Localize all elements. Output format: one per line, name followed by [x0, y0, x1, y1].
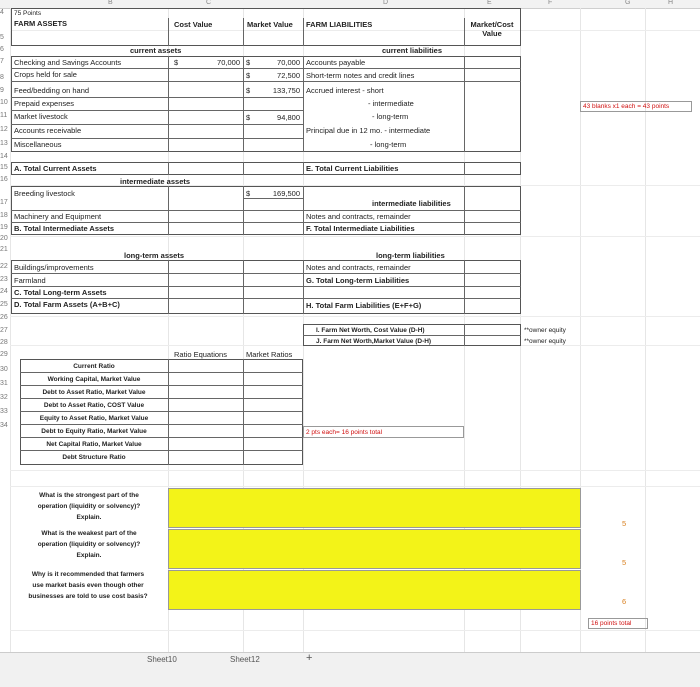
cost-value-header: Cost Value — [174, 20, 213, 29]
current-assets-label: current assets — [130, 46, 182, 55]
market-ratios-header: Market Ratios — [246, 350, 293, 359]
crops-label: Crops held for sale — [14, 70, 77, 79]
notes-longterm-label: Notes and contracts, remainder — [306, 263, 411, 272]
row-number[interactable]: 32 — [0, 394, 8, 401]
question-2-points: 5 — [622, 558, 627, 567]
current-liabilities-label: current liabilities — [382, 46, 443, 55]
row-number[interactable]: 13 — [0, 140, 8, 147]
sheet-tab[interactable]: Sheet12 — [230, 655, 260, 664]
total-longterm-liabilities-label: G. Total Long-term Liabilities — [306, 276, 410, 285]
net-worth-cost-label: I. Farm Net Worth, Cost Value (D-H) — [316, 327, 425, 334]
accounts-payable-label: Accounts payable — [306, 58, 366, 67]
ratio-row-label: Current Ratio — [73, 363, 115, 370]
farmland-label: Farmland — [14, 276, 46, 285]
crops-market-value[interactable]: 72,500 — [277, 71, 300, 80]
accrued-interest-short-label: Accrued interest - short — [306, 86, 384, 95]
row-number[interactable]: 22 — [0, 263, 8, 270]
row-number[interactable]: 12 — [0, 126, 8, 133]
column-letter[interactable]: F — [548, 0, 553, 6]
longterm-liabilities-label: long-term liabilities — [376, 251, 445, 260]
currency-symbol: $ — [246, 86, 251, 95]
row-number[interactable]: 14 — [0, 153, 8, 160]
question-3-line: Why is it recommended that farmers — [31, 571, 145, 578]
row-number[interactable]: 28 — [0, 339, 8, 346]
points-total-note: 16 points total — [591, 620, 632, 627]
machinery-label: Machinery and Equipment — [14, 212, 102, 221]
market-cost-header: Market/Cost Value — [470, 20, 514, 38]
row-number[interactable]: 4 — [0, 9, 4, 16]
livestock-market-value[interactable]: 94,800 — [277, 113, 300, 122]
question-1-points: 5 — [622, 519, 627, 528]
row-number[interactable]: 24 — [0, 288, 8, 295]
ratio-row-label: Debt to Equity Ratio, Market Value — [41, 428, 147, 435]
ratios-points-note: 2 pts each= 16 points total — [306, 429, 383, 436]
question-2-line: What is the weakest part of the — [41, 530, 137, 537]
total-current-liabilities-label: E. Total Current Liabilities — [306, 164, 399, 173]
ratio-row-label: Debt to Asset Ratio, COST Value — [43, 402, 145, 409]
question-1-line: What is the strongest part of the — [39, 492, 139, 499]
row-number[interactable]: 9 — [0, 87, 4, 94]
row-number[interactable]: 21 — [0, 246, 8, 253]
question-3-line: businesses are told to use cost basis? — [28, 593, 148, 600]
currency-symbol: $ — [246, 71, 251, 80]
principal-longterm-label: - long-term — [370, 140, 407, 149]
add-sheet-button[interactable]: + — [306, 652, 313, 664]
column-letter[interactable]: E — [487, 0, 492, 6]
row-number[interactable]: 8 — [0, 74, 4, 81]
feed-label: Feed/bedding on hand — [14, 86, 90, 95]
blanks-points-note: 43 blanks x1 each = 43 points — [583, 103, 670, 110]
question-3-points: 6 — [622, 597, 627, 606]
row-number[interactable]: 27 — [0, 327, 8, 334]
miscellaneous-label: Miscellaneous — [14, 140, 62, 149]
ratio-row-label: Net Capital Ratio, Market Value — [46, 441, 142, 448]
row-number[interactable]: 10 — [0, 99, 8, 106]
row-number[interactable]: 6 — [0, 46, 4, 53]
accrued-intermediate-label: - intermediate — [368, 99, 414, 108]
row-number[interactable]: 19 — [0, 224, 8, 231]
sheet-tab[interactable]: Sheet10 — [147, 655, 177, 664]
question-2-line: operation (liquidity or solvency)? — [37, 541, 141, 548]
row-number[interactable]: 16 — [0, 176, 8, 183]
total-intermediate-assets-label: B. Total Intermediate Assets — [14, 224, 115, 233]
row-number[interactable]: 5 — [0, 34, 4, 41]
intermediate-assets-label: intermediate assets — [120, 177, 191, 186]
sheet-tab-bar — [0, 652, 700, 687]
accounts-receivable-label: Accounts receivable — [14, 126, 82, 135]
currency-symbol: $ — [246, 113, 251, 122]
column-letter[interactable]: D — [383, 0, 389, 6]
buildings-label: Buildings/improvements — [14, 263, 94, 272]
row-number[interactable]: 15 — [0, 164, 8, 171]
row-number[interactable]: 18 — [0, 212, 8, 219]
column-letter[interactable]: H — [668, 0, 674, 6]
answer-2-field[interactable] — [168, 529, 581, 569]
total-longterm-assets-label: C. Total Long-term Assets — [14, 288, 107, 297]
checking-accounts-label: Checking and Savings Accounts — [14, 58, 122, 67]
farm-liabilities-header: FARM LIABILITIES — [306, 20, 373, 29]
row-number[interactable]: 7 — [0, 58, 4, 65]
accrued-longterm-label: - long-term — [372, 112, 409, 121]
currency-symbol: $ — [246, 189, 251, 198]
currency-symbol: $ — [174, 58, 179, 67]
market-value-header: Market Value — [247, 20, 293, 29]
owner-equity-note: **owner equity — [524, 338, 566, 345]
column-letter[interactable]: C — [206, 0, 212, 6]
question-3-line: use market basis even though other — [32, 582, 144, 589]
prepaid-expenses-label: Prepaid expenses — [14, 99, 75, 108]
breeding-livestock-label: Breeding livestock — [14, 189, 75, 198]
feed-market-value[interactable]: 133,750 — [272, 86, 300, 95]
intermediate-liabilities-label: intermediate liabilities — [372, 199, 451, 208]
principal-due-label: Principal due in 12 mo. - intermediate — [306, 126, 431, 135]
owner-equity-note: **owner equity — [524, 327, 566, 334]
net-worth-market-label: J. Farm Net Worth,Market Value (D-H) — [316, 338, 432, 345]
row-number[interactable]: 23 — [0, 276, 8, 283]
ratio-row-label: Debt Structure Ratio — [62, 454, 126, 461]
currency-symbol: $ — [246, 58, 251, 67]
total-current-assets-label: A. Total Current Assets — [14, 164, 97, 173]
row-number[interactable]: 31 — [0, 380, 8, 387]
question-2-line: Explain. — [76, 552, 102, 559]
points-title: 75 Points — [14, 10, 42, 17]
notes-intermediate-label: Notes and contracts, remainder — [306, 212, 411, 221]
ratio-row-label: Working Capital, Market Value — [47, 376, 141, 383]
total-farm-assets-label: D. Total Farm Assets (A+B+C) — [14, 300, 120, 309]
row-number[interactable]: 30 — [0, 366, 8, 373]
short-term-notes-label: Short-term notes and credit lines — [306, 71, 415, 80]
total-farm-liabilities-label: H. Total Farm Liabilities (E+F+G) — [306, 301, 422, 310]
total-intermediate-liabilities-label: F. Total Intermediate Liabilities — [306, 224, 415, 233]
question-1-line: Explain. — [76, 514, 102, 521]
row-number[interactable]: 25 — [0, 301, 8, 308]
breeding-market-value[interactable]: 169,500 — [272, 189, 300, 198]
row-number[interactable]: 20 — [0, 235, 8, 242]
farm-assets-header: FARM ASSETS — [14, 19, 68, 28]
answer-1-field[interactable] — [168, 488, 581, 528]
column-letter[interactable]: B — [108, 0, 113, 6]
row-number[interactable]: 26 — [0, 314, 8, 321]
market-livestock-label: Market livestock — [14, 112, 68, 121]
longterm-assets-label: long-term assets — [124, 251, 185, 260]
ratio-equations-header: Ratio Equations — [174, 350, 227, 359]
ratio-row-label: Debt to Asset Ratio, Market Value — [42, 389, 146, 396]
ratio-row-label: Equity to Asset Ratio, Market Value — [39, 415, 149, 422]
row-number[interactable]: 11 — [0, 112, 8, 119]
row-number[interactable]: 17 — [0, 199, 8, 206]
row-number[interactable]: 33 — [0, 408, 8, 415]
row-number[interactable]: 29 — [0, 351, 8, 358]
row-number[interactable]: 34 — [0, 422, 8, 429]
question-1-line: operation (liquidity or solvency)? — [37, 503, 141, 510]
checking-cost-value[interactable]: 70,000 — [217, 58, 240, 67]
checking-market-value[interactable]: 70,000 — [277, 58, 300, 67]
answer-3-field[interactable] — [168, 570, 581, 610]
column-letter[interactable]: G — [625, 0, 631, 6]
